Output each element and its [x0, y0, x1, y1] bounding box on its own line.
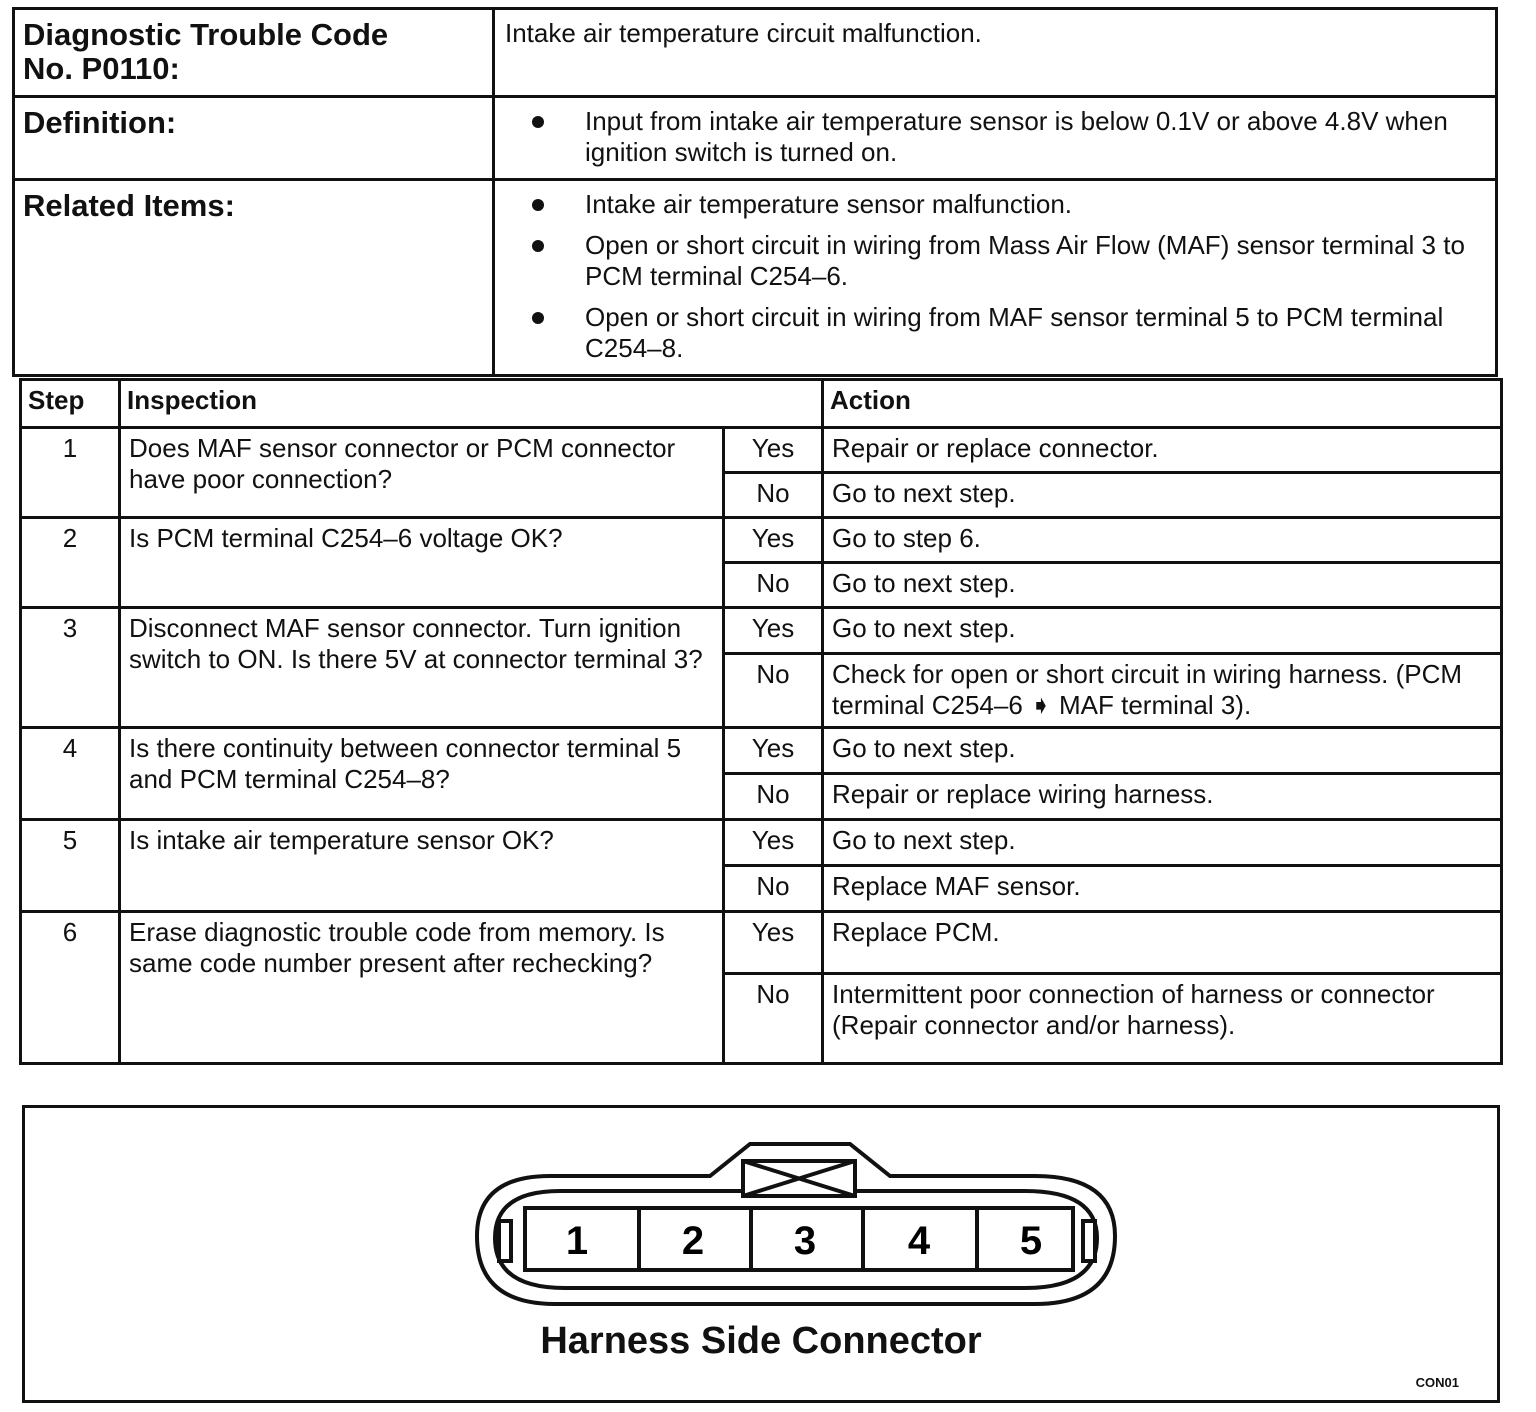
yes-label: Yes	[724, 820, 823, 866]
yes-label: Yes	[724, 428, 823, 473]
dtc-label-cell	[14, 9, 494, 97]
connector-title: Harness Side Connector	[540, 1320, 982, 1362]
step-inspection: Disconnect MAF sensor connector. Turn ignition switch to ON. Is there 5V at connector terminal 3?	[120, 608, 724, 728]
yes-action: Go to next step.	[823, 608, 1502, 654]
related-item: Open or short circuit in wiring from MAF sensor terminal 5 to PCM terminal C254–8.	[505, 302, 1485, 364]
yes-label: Yes	[724, 518, 823, 563]
yes-action: Replace PCM.	[823, 912, 1502, 974]
step-inspection: Erase diagnostic trouble code from memory. Is same code number present after rechecking?	[120, 912, 724, 1064]
inspection-steps-table	[19, 378, 1503, 1065]
pin-label: 2	[681, 1219, 705, 1263]
step-number: 5	[21, 820, 120, 912]
related-label-cell	[14, 180, 494, 376]
no-action: Go to next step.	[823, 563, 1502, 608]
no-action: Replace MAF sensor.	[823, 866, 1502, 912]
definition-value-cell	[494, 97, 1497, 180]
dtc-value: Intake air temperature circuit malfunction.	[505, 18, 982, 48]
no-label: No	[724, 866, 823, 912]
step-number: 6	[21, 912, 120, 1064]
no-action: Check for open or short circuit in wiring harness. (PCM terminal C254–6 ➧ MAF terminal 3).	[823, 654, 1502, 728]
bullet-icon	[532, 240, 544, 252]
step-number: 3	[21, 608, 120, 728]
related-label: Related Items:	[23, 188, 235, 223]
no-label: No	[724, 654, 823, 728]
step-header: Step	[21, 380, 120, 428]
dtc-value-cell	[494, 9, 1497, 97]
pin-label: 5	[1019, 1219, 1043, 1263]
pin-label: 4	[907, 1219, 931, 1263]
bullet-icon	[532, 199, 544, 211]
step-inspection: Is there continuity between connector terminal 5 and PCM terminal C254–8?	[120, 728, 724, 820]
step-number: 2	[21, 518, 120, 608]
bullet-icon	[532, 116, 544, 128]
no-action: Repair or replace wiring harness.	[823, 774, 1502, 820]
definition-label: Definition:	[23, 105, 177, 140]
definition-label-cell	[14, 97, 494, 180]
harness-connector-icon	[455, 1136, 1135, 1316]
step-inspection: Does MAF sensor connector or PCM connector have poor connection?	[120, 428, 724, 518]
no-label: No	[724, 563, 823, 608]
definition-item: Input from intake air temperature sensor is below 0.1V or above 4.8V when ignition switch is turned on.	[505, 106, 1485, 168]
figure-code: CON01	[1415, 1375, 1459, 1390]
step-number: 1	[21, 428, 120, 518]
yes-action: Go to next step.	[823, 820, 1502, 866]
step-number: 4	[21, 728, 120, 820]
yes-label: Yes	[724, 608, 823, 654]
yes-action: Go to next step.	[823, 728, 1502, 774]
yes-action: Repair or replace connector.	[823, 428, 1502, 473]
connector-diagram	[22, 1105, 1500, 1403]
pin-label: 3	[793, 1219, 817, 1263]
yes-label: Yes	[724, 728, 823, 774]
yes-action: Go to step 6.	[823, 518, 1502, 563]
pin-label: 1	[565, 1219, 589, 1263]
no-action: Intermittent poor connection of harness or connector (Repair connector and/or harness).	[823, 974, 1502, 1064]
no-label: No	[724, 774, 823, 820]
dtc-label: Diagnostic Trouble Code No. P0110:	[23, 17, 389, 86]
related-item: Intake air temperature sensor malfunction.	[505, 189, 1485, 220]
action-header: Action	[823, 380, 1502, 428]
step-inspection: Is intake air temperature sensor OK?	[120, 820, 724, 912]
related-value-cell	[494, 180, 1497, 376]
yes-label: Yes	[724, 912, 823, 974]
dtc-header-table	[12, 7, 1498, 377]
no-action: Go to next step.	[823, 473, 1502, 518]
step-inspection: Is PCM terminal C254–6 voltage OK?	[120, 518, 724, 608]
related-item: Open or short circuit in wiring from Mass Air Flow (MAF) sensor terminal 3 to PCM terminal C254–6.	[505, 230, 1485, 292]
inspection-header: Inspection	[120, 380, 823, 428]
no-label: No	[724, 974, 823, 1064]
no-label: No	[724, 473, 823, 518]
bullet-icon	[532, 312, 544, 324]
